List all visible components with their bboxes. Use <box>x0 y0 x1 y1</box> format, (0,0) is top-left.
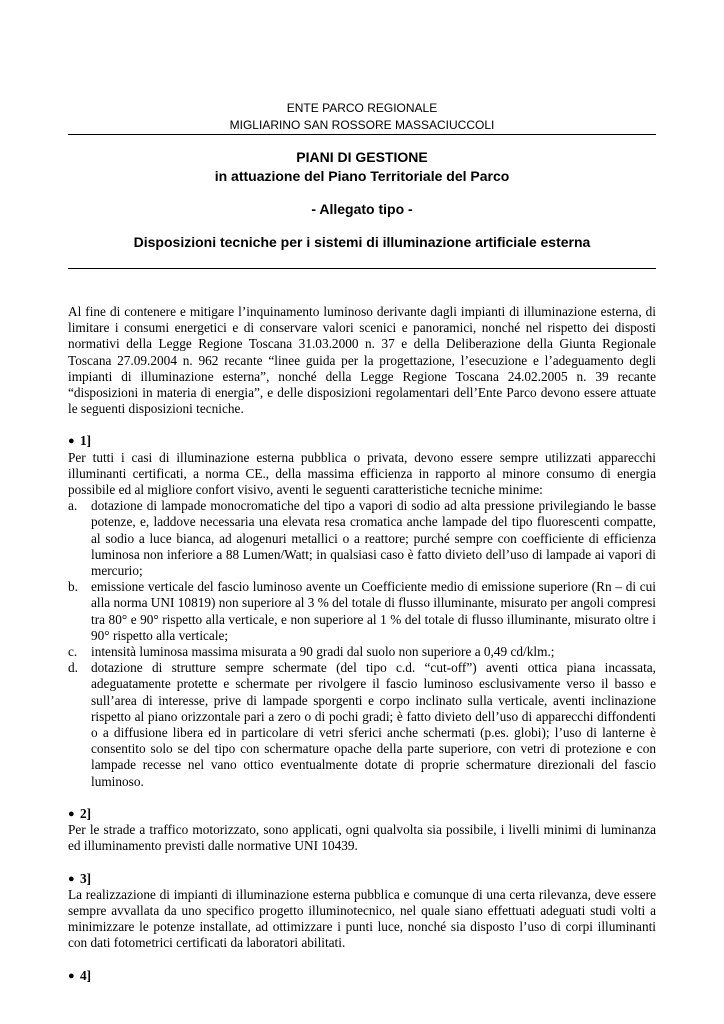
list-item <box>68 579 656 644</box>
bullet-icon: ● <box>68 807 75 820</box>
section-2-text: Per le strade a traffico motorizzato, sono applicati, ogni qualvolta sia possibile, i livelli minimi di luminanza ed illuminamento previsti dalle normative UNI 10439. <box>68 822 656 854</box>
title-block <box>68 148 656 252</box>
header-divider <box>68 134 656 135</box>
section-heading-2 <box>68 806 656 822</box>
section-1-text: Per tutti i casi di illuminazione esterna pubblica o privata, devono essere sempre utilizzati apparecchi illuminanti certificati, a norma CE., della massima efficienza in rapporto al minore consumo di energia possibile ed al migliore confort visivo, aventi le seguenti caratteristiche tecniche minime: <box>68 449 656 498</box>
list-item-letter: b. <box>68 579 78 595</box>
section-heading-3 <box>68 871 656 887</box>
bullet-icon: ● <box>68 872 75 885</box>
document-header <box>68 100 656 134</box>
org-name-line2: MIGLIARINO SAN ROSSORE MASSACIUCCOLI <box>229 118 495 132</box>
subtitle: in attuazione del Piano Territoriale del Parco <box>214 168 510 184</box>
section-number: 3] <box>79 870 92 886</box>
section-number: 4] <box>79 967 92 983</box>
list-item-letter: a. <box>68 498 78 514</box>
main-title: PIANI DI GESTIONE <box>296 149 428 165</box>
section-heading-4 <box>68 968 656 984</box>
list-item-text: intensità luminosa massima misurata a 90 gradi dal suolo non superiore a 0,49 cd/klm.; <box>91 644 555 660</box>
section-number: 1] <box>79 433 92 449</box>
list-item <box>68 498 656 579</box>
section-3-text: La realizzazione di impianti di illuminazione esterna pubblica e comunque di una certa rilevanza, deve essere sempre avvallata da uno specifico progetto illuminotecnico, nel quale siano effettuati adeguati studi volti a minimizzare le potenze installate, ad ottimizzare i punti luce, nonché sia disposto l’uso di corpi illuminanti con dati fotometrici certificati da laboratori abilitati. <box>68 886 656 951</box>
allegato-title: - Allegato tipo - <box>311 201 413 217</box>
document-body <box>68 304 656 984</box>
list-item <box>68 660 656 790</box>
bullet-icon: ● <box>68 435 75 448</box>
subject-title: Disposizioni tecniche per i sistemi di illuminazione artificiale esterna <box>133 234 591 250</box>
list-item-text: dotazione di strutture sempre schermate (del tipo c.d. “cut-off”) aventi ottica piana incassata, adeguatamente protette e schermate per rivolgere il fascio luminoso esclusivamente verso il basso e sull’area di interesse, prive di lampade sporgenti e corpo inclinato sulla verticale, aventi inclinazione rispetto al piano orizzontale pari a zero o di pochi gradi; è fatto divieto dell’uso di apparecchi diffondenti o a diffusione libera ed in particolare di vetri sferici anche schermati (p.es. globi); l’uso di lanterne è consentito solo se del tipo con schermature opache della parte superiore, con vetri di protezione e con lampade recesse nel vano ottico eventualmente dotate di proprie schermature direzionali del fascio luminoso. <box>91 660 656 789</box>
org-name-line1: ENTE PARCO REGIONALE <box>286 101 438 115</box>
intro-paragraph: Al fine di contenere e mitigare l’inquinamento luminoso derivante dagli impianti di illuminazione esterna, di limitare i consumi energetici e di conservare valori scenici e panoramici, nonché nel rispetto dei disposti normativi della Legge Regione Toscana 31.03.2000 n. 37 e della Deliberazione della Giunta Regionale Toscana 27.09.2004 n. 962 recante “linee guida per la progettazione, l’esecuzione e l’adeguamento degli impianti di illuminazione esterna”, nonché della Legge Regione Toscana 24.02.2005 n. 39 recante “disposizioni in materia di energia”, e delle disposizioni regolamentari dell’Ente Parco devono essere attuate le seguenti disposizioni tecniche. <box>68 304 656 417</box>
list-item-letter: c. <box>68 644 78 660</box>
list-item-letter: d. <box>68 660 78 676</box>
bullet-icon: ● <box>68 969 75 982</box>
list-item-text: emissione verticale del fascio luminoso avente un Coefficiente medio di emissione superiore (Rn – di cui alla norma UNI 10819) non superiore al 3 % del totale di flusso illuminante, misurato per angoli compresi tra 80° e 90° rispetto alla verticale, e non superiore al 1 % del totale di flusso illuminante, misurato oltre i 90° rispetto alla verticale; <box>91 579 656 643</box>
section-heading-1 <box>68 433 656 449</box>
section-number: 2] <box>79 805 92 821</box>
title-divider <box>68 268 656 269</box>
list-item <box>68 644 656 660</box>
list-item-text: dotazione di lampade monocromatiche del tipo a vapori di sodio ad alta pressione privilegiando le basse potenze, e, laddove necessaria una elevata resa cromatica anche lampade del tipo fluorescenti compatte, al sodio a luce bianca, ad alogenuri metallici o a reattore; purché sempre con coefficiente di efficienza luminosa non inferiore a 88 Lumen/Watt; in qualsiasi caso è fatto divieto dell’uso di lampade ai vapori di mercurio; <box>91 498 656 579</box>
